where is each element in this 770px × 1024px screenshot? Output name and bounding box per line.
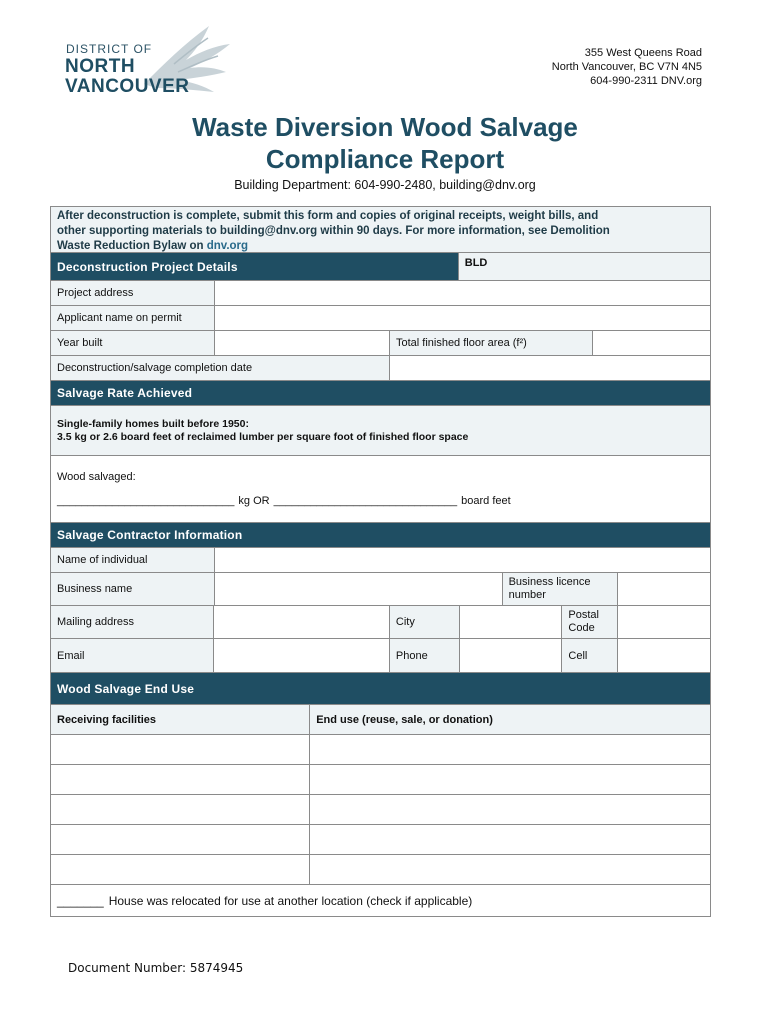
wood-salvaged-block	[51, 456, 710, 522]
postal-code-label: Postal Code	[562, 606, 618, 638]
individual-name-label: Name of individual	[51, 548, 215, 572]
business-licence-input[interactable]	[618, 573, 710, 605]
project-address-input[interactable]	[215, 281, 710, 305]
email-row	[51, 639, 710, 673]
business-licence-label: Business licence number	[503, 573, 619, 605]
intro-line3-text: Waste Reduction Bylaw on	[57, 240, 207, 252]
year-built-input[interactable]	[215, 331, 390, 355]
facility-input[interactable]	[51, 765, 310, 794]
completion-date-input[interactable]	[390, 356, 710, 380]
project-address-row	[51, 281, 710, 306]
wood-salvaged-label: Wood salvaged:	[57, 471, 136, 483]
applicant-name-label: Applicant name on permit	[51, 306, 215, 330]
end-use-columns-row	[51, 705, 710, 735]
salvage-rule-line1: Single-family homes built before 1950:	[57, 417, 249, 430]
end-use-input[interactable]	[310, 735, 710, 764]
end-use-row	[51, 825, 710, 855]
business-name-input[interactable]	[215, 573, 503, 605]
relocated-checkbox-block	[51, 885, 710, 916]
logo-line-north: NORTH	[65, 56, 136, 77]
logo-line-vancouver: VANCOUVER	[65, 76, 190, 97]
postal-code-input[interactable]	[618, 606, 710, 638]
page-title-line1: Waste Diversion Wood Salvage	[192, 112, 578, 142]
logo-line-district: DISTRICT OF	[66, 42, 153, 56]
kg-or-label: kg OR	[238, 495, 270, 507]
wood-salvaged-inputs	[57, 495, 511, 507]
applicant-name-input[interactable]	[215, 306, 710, 330]
salvage-rule	[51, 406, 710, 455]
relocated-label: House was relocated for use at another location (check if applicable)	[108, 893, 473, 908]
deconstruction-header: Deconstruction Project Details	[51, 253, 459, 280]
end-use-header: Wood Salvage End Use	[51, 673, 710, 704]
business-name-row	[51, 573, 710, 606]
contractor-header: Salvage Contractor Information	[51, 523, 710, 547]
address-contact: 604-990-2311 DNV.org	[590, 75, 702, 87]
facility-input[interactable]	[51, 795, 310, 824]
phone-label: Phone	[390, 639, 460, 672]
applicant-name-row	[51, 306, 710, 331]
document-number: Document Number: 5874945	[68, 961, 244, 975]
salvage-rate-header: Salvage Rate Achieved	[51, 381, 710, 405]
individual-name-row	[51, 548, 710, 573]
facility-input[interactable]	[51, 855, 310, 884]
end-use-input[interactable]	[310, 795, 710, 824]
intro-line3	[57, 239, 704, 254]
end-use-column-header: End use (reuse, sale, or donation)	[310, 705, 710, 734]
page-title-line2: Compliance Report	[265, 144, 505, 174]
salvage-rate-header-row	[51, 381, 710, 406]
end-use-header-row	[51, 673, 710, 705]
phone-input[interactable]	[460, 639, 563, 672]
city-label: City	[390, 606, 460, 638]
end-use-row	[51, 765, 710, 795]
project-address-label: Project address	[51, 281, 215, 305]
receiving-facilities-header: Receiving facilities	[51, 705, 310, 734]
relocated-check-line[interactable]: _______	[57, 893, 104, 908]
completion-date-label: Deconstruction/salvage completion date	[51, 356, 390, 380]
facility-input[interactable]	[51, 825, 310, 854]
contractor-header-row	[51, 523, 710, 548]
office-address	[552, 46, 702, 88]
year-built-row	[51, 331, 710, 356]
compliance-form	[50, 206, 711, 917]
floor-area-input[interactable]	[593, 331, 710, 355]
wood-salvaged-row	[51, 456, 710, 523]
dnv-link[interactable]: dnv.org	[206, 240, 249, 252]
cell-label: Cell	[562, 639, 618, 672]
address-street: 355 West Queens Road	[584, 47, 702, 59]
end-use-input[interactable]	[310, 765, 710, 794]
business-name-label: Business name	[51, 573, 215, 605]
relocated-row	[51, 885, 710, 916]
board-feet-label: board feet	[461, 495, 511, 507]
board-feet-input-line[interactable]: ______________________________	[273, 495, 458, 507]
salvage-rule-row	[51, 406, 710, 456]
district-logo	[62, 24, 232, 96]
city-input[interactable]	[460, 606, 563, 638]
completion-date-row	[51, 356, 710, 381]
intro-instructions	[51, 207, 710, 253]
floor-area-label: Total finished floor area (f²)	[390, 331, 593, 355]
mailing-address-label: Mailing address	[51, 606, 214, 638]
cell-input[interactable]	[618, 639, 710, 672]
bld-number-field[interactable]: BLD	[459, 253, 710, 280]
deconstruction-header-row	[51, 253, 710, 281]
individual-name-input[interactable]	[215, 548, 710, 572]
end-use-row	[51, 735, 710, 765]
end-use-row	[51, 855, 710, 885]
salvage-rule-line2: 3.5 kg or 2.6 board feet of reclaimed lumber per square foot of finished floor space	[57, 430, 469, 443]
address-city: North Vancouver, BC V7N 4N5	[551, 61, 702, 73]
page-subtitle: Building Department: 604-990-2480, building@dnv.org	[234, 178, 536, 192]
mailing-address-row	[51, 606, 710, 639]
facility-input[interactable]	[51, 735, 310, 764]
email-label: Email	[51, 639, 214, 672]
email-input[interactable]	[214, 639, 389, 672]
year-built-label: Year built	[51, 331, 215, 355]
intro-line1: After deconstruction is complete, submit this form and copies of original receipts, weight bills, and	[57, 210, 599, 222]
mailing-address-input[interactable]	[214, 606, 389, 638]
end-use-input[interactable]	[310, 825, 710, 854]
kg-input-line[interactable]: _____________________________	[57, 495, 235, 507]
end-use-row	[51, 795, 710, 825]
end-use-input[interactable]	[310, 855, 710, 884]
intro-line2: other supporting materials to building@dnv.org within 90 days. For more information, see Demolition	[57, 225, 610, 237]
